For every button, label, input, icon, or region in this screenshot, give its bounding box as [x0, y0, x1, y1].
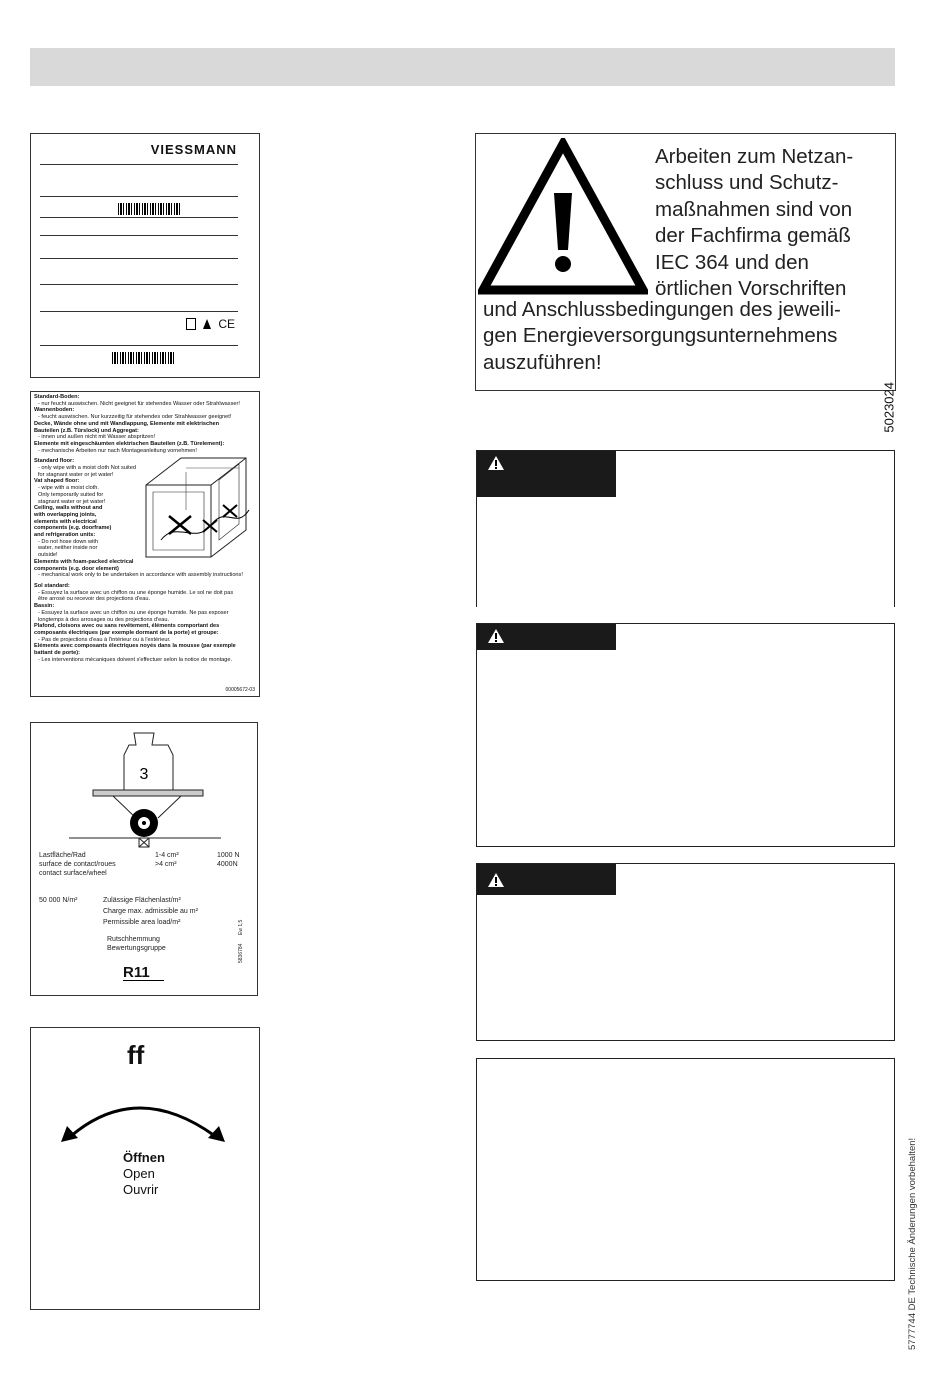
open-label-de: Öffnen [123, 1150, 165, 1165]
plate-line [40, 311, 238, 312]
floor-text-line: battant de porte): [34, 650, 80, 657]
floor-text-line: elements with electrical [34, 518, 97, 525]
floor-text-line: Eléments avec composants électriques noyés dans la mousse (par exemple [34, 643, 236, 650]
floor-text-line: Wannenboden: [34, 407, 75, 414]
floor-text-line: Decke, Wände ohne und mit Wandlappung, Elemente mit elektrischen [34, 420, 220, 427]
label-code-2: Ew 1,5 [238, 919, 244, 935]
warning-panel-1 [476, 450, 895, 607]
load-rating-label [30, 722, 258, 996]
floor-text-line: Plafond, cloisons avec ou sans revêtement, éléments comportant des [34, 623, 220, 630]
floor-text-line: Ceiling, walls without and [34, 505, 103, 512]
warning-triangle-icon [478, 138, 648, 298]
open-label-fr: Ouvrir [123, 1182, 159, 1197]
box-icon [186, 318, 196, 330]
warning-line: örtlichen Vorschriften [655, 277, 847, 300]
floor-text-line: - mechanical work only to be undertaken in accordance with assembly instructions! [38, 572, 243, 579]
warning-line: maßnahmen sind von [655, 197, 853, 221]
weight-wheel-diagram [31, 723, 259, 853]
floor-text-line: for stagnant water or jet water! [38, 471, 114, 478]
floor-text-line: stagnant water or jet water! [38, 498, 106, 505]
plate-line [40, 217, 238, 218]
warning-line: schluss und Schutz- [655, 171, 839, 195]
floor-text-line: - innen und außen nicht mit Wasser abspritzen! [38, 434, 156, 441]
warning-line: und Anschlussbedingungen des jeweili- [483, 298, 841, 321]
warning-line: gen Energieversorgungsunternehmens [483, 324, 838, 348]
warning-panel-4 [476, 1058, 895, 1281]
floor-text-line: outside! [38, 552, 58, 559]
floor-text-line: Bauteilen (z.B. Türslock) und Aggregat: [34, 427, 139, 434]
contact-area-label-fr: surface de contact/roues [39, 861, 116, 868]
floor-text-line: Elemente mit eingeschäumten elektrischen Bauteilen (z.B. Türelement): [34, 440, 225, 447]
max-area-load: 50 000 N/m² [39, 897, 78, 904]
floor-text-line: - feucht auswischen. Nur kurzzeitig für stehendes oder Strahlwasser geeignet! [38, 414, 232, 421]
max-load-label-en: Permissible area load/m² [103, 919, 181, 926]
floor-text-line: Standard floor: [34, 458, 75, 465]
floor-text-line: longtemps à des arrosages ou des projections d'eau. [38, 616, 170, 623]
rating-plate [30, 133, 260, 378]
electrical-warning-label [475, 133, 897, 433]
floor-text-line: - Pas de projections d'eau à l'intérieur ou à l'extérieur. [38, 636, 171, 643]
floor-text-line: - Essuyez la surface avec un chiffon ou une éponge humide. Ne pas exposer [38, 609, 229, 616]
slip-resistance-label: Rutschhemmung [107, 936, 160, 943]
floor-text-line: Elements with foam-packed electrical [34, 558, 134, 565]
floor-text-line: Vat shaped floor: [34, 478, 80, 485]
warning-small-icon [487, 455, 505, 471]
floor-text-line: - wipe with a moist cloth. [38, 485, 99, 492]
floor-text-line: with overlapping joints, [34, 511, 97, 518]
floor-text-line: Sol standard: [34, 582, 70, 589]
revision-note: 5777744 DE Technische Änderungen vorbehalten! [907, 1137, 918, 1350]
floor-text-line: and refrigeration units: [34, 532, 96, 539]
floor-text-line: water, neither inside nor [38, 545, 98, 552]
warning-line: IEC 364 und den [655, 250, 809, 274]
barcode-icon [118, 203, 180, 215]
contact-force-2: 4000N [217, 861, 238, 868]
certification-marks [186, 317, 235, 331]
plate-line [40, 164, 238, 165]
warning-tag [477, 864, 616, 895]
floor-text-line: - mechanische Arbeiten nur nach Montageanleitung vornehmen! [38, 447, 197, 454]
floor-text-line: Standard-Boden: [34, 394, 80, 400]
ce-mark-icon: CE [218, 317, 235, 331]
warning-panel-3 [476, 863, 895, 1041]
floor-text-line: être arrosé ou recevoir des projections d'eau. [38, 596, 151, 603]
warning-panel-2 [476, 623, 895, 847]
floor-text-line: - nur feucht auswischen. Nicht geeignet für stehendes Wasser oder Strahlwasser! [38, 400, 240, 407]
warning-line: der Fachfirma gemäß [655, 224, 851, 248]
floor-text-line: Bassin: [34, 603, 55, 610]
header-bar [30, 48, 895, 86]
barcode-icon [112, 352, 174, 364]
floor-text-line: - Essuyez la surface avec un chiffon ou une éponge humide. Le sol ne doit pas [38, 589, 234, 596]
warning-code: 5023024 [882, 382, 897, 433]
cold-room-illustration [141, 450, 253, 562]
warning-small-icon [487, 628, 505, 644]
contact-area-range-2: >4 cm² [155, 861, 177, 868]
plate-line [40, 284, 238, 285]
warning-tag [477, 451, 616, 497]
weight-number: 3 [139, 766, 149, 783]
warning-line: Arbeiten zum Netzan- [655, 145, 854, 168]
floor-text-line: Only temporarily suited for [38, 491, 104, 498]
warning-line: auszuführen! [483, 350, 602, 374]
max-load-label-fr: Charge max. admissible au m² [103, 908, 198, 915]
label-code: 5836784 [238, 943, 244, 963]
floor-text-line: - Les interventions mécaniques doivent s'effectuer selon la notice de montage. [38, 656, 233, 663]
floor-text-line: - only wipe with a moist cloth Not suited [38, 465, 136, 472]
floor-text-line: components (e.g. door element) [34, 565, 119, 572]
rating-group-label: Bewertungsgruppe [107, 945, 166, 952]
plate-line [40, 196, 238, 197]
contact-force-1: 1000 N [217, 852, 240, 859]
contact-area-range-1: 1-4 cm² [155, 852, 179, 859]
ff-symbol: ff [127, 1040, 145, 1070]
floor-text-line: composants électriques (par exemple dormant de la porte) et groupe: [34, 629, 219, 636]
warning-tag [477, 624, 616, 650]
contact-area-label-en: contact surface/wheel [39, 870, 107, 877]
max-load-label-de: Zulässige Flächenlast/m² [103, 897, 181, 904]
open-label-en: Open [123, 1166, 155, 1181]
plate-line [40, 258, 238, 259]
plate-line [40, 345, 238, 346]
warning-small-icon [487, 872, 505, 888]
document-number: 00005672-03 [225, 687, 255, 694]
slip-rating: R11 [123, 965, 164, 981]
opening-direction-label [30, 1027, 260, 1310]
floor-care-label [30, 391, 260, 697]
floor-text-line: - Do not hose down with [38, 538, 99, 545]
plate-line [40, 235, 238, 236]
contact-area-label-de: Lastfläche/Rad [39, 852, 86, 859]
flame-icon [202, 318, 212, 330]
floor-text-line: components (e.g. doorframe) [34, 525, 112, 532]
brand-logo: VIESSMANN [150, 142, 237, 157]
